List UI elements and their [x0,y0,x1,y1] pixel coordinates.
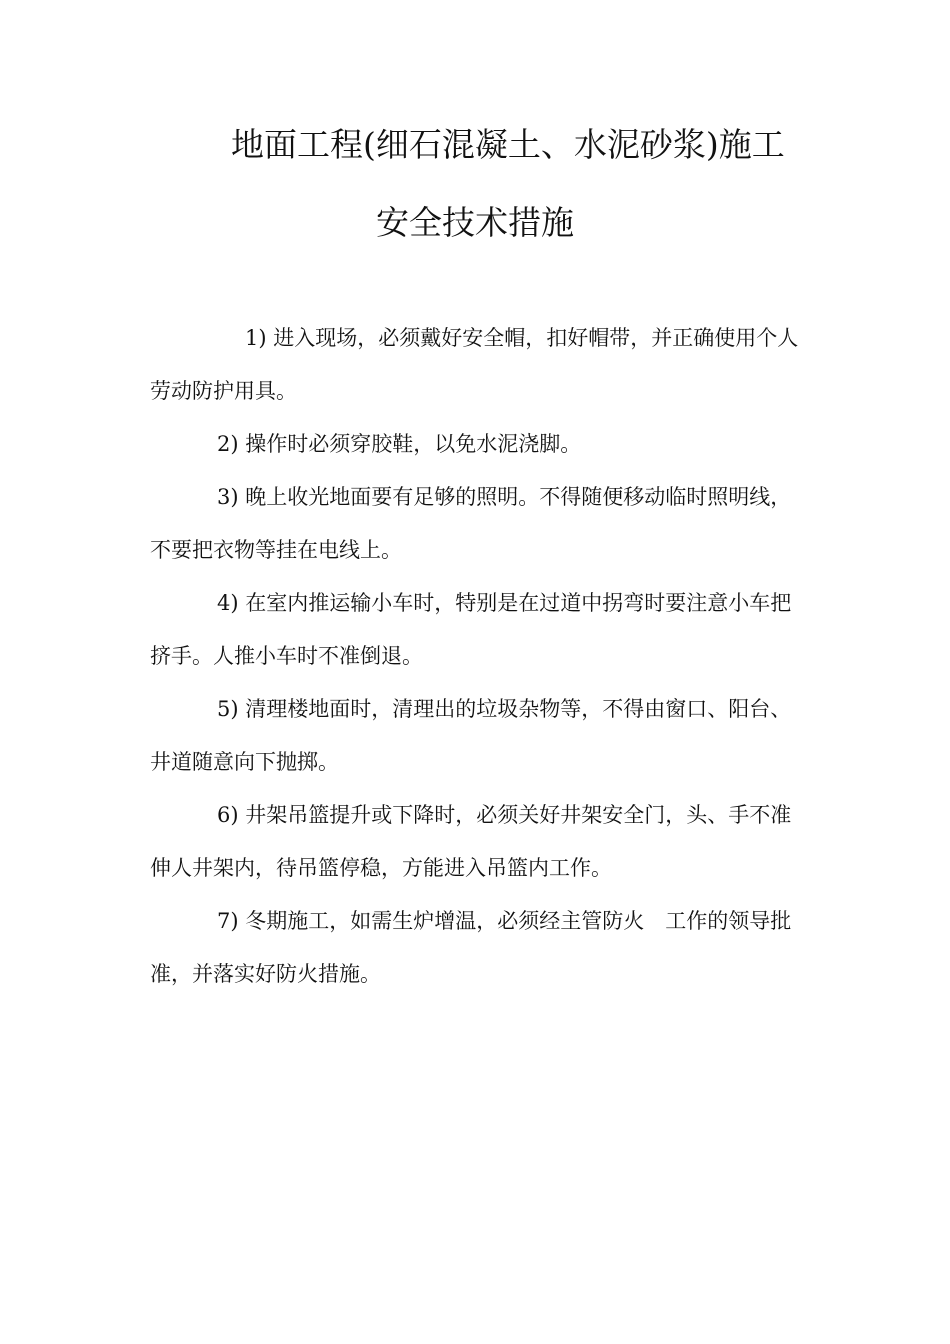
paragraph-7: 7) 冬期施工，如需生炉增温，必须经主管防火 工作的领导批准，并落实好防火措施。 [150,909,792,986]
paragraph-6: 6) 井架吊篮提升或下降时，必须关好井架安全门，头、手不准伸人井架内，待吊篮停稳，方能进入吊篮内工作。 [150,803,792,880]
document-body [150,312,800,1001]
paragraph-3: 3) 晚上收光地面要有足够的照明。不得随便移动临时照明线，不要把衣物等挂在电线上。 [150,485,792,562]
paragraph-1: 1) 进入现场，必须戴好安全帽，扣好帽带，并正确使用个人劳动防护用具。 [150,326,799,403]
paragraph-4: 4) 在室内推运输小车时，特别是在过道中拐弯时要注意小车把挤手。人推小车时不准倒退。 [150,591,792,668]
document-title-line-2: 安全技术措施 [376,203,574,242]
document-title-line-1: 地面工程(细石混凝土、水泥砂浆)施工 [231,125,785,164]
paragraph-5: 5) 清理楼地面时，清理出的垃圾杂物等，不得由窗口、阳台、井道随意向下抛掷。 [150,697,792,774]
paragraph-2: 2) 操作时必须穿胶鞋，以免水泥浇脚。 [217,432,582,456]
